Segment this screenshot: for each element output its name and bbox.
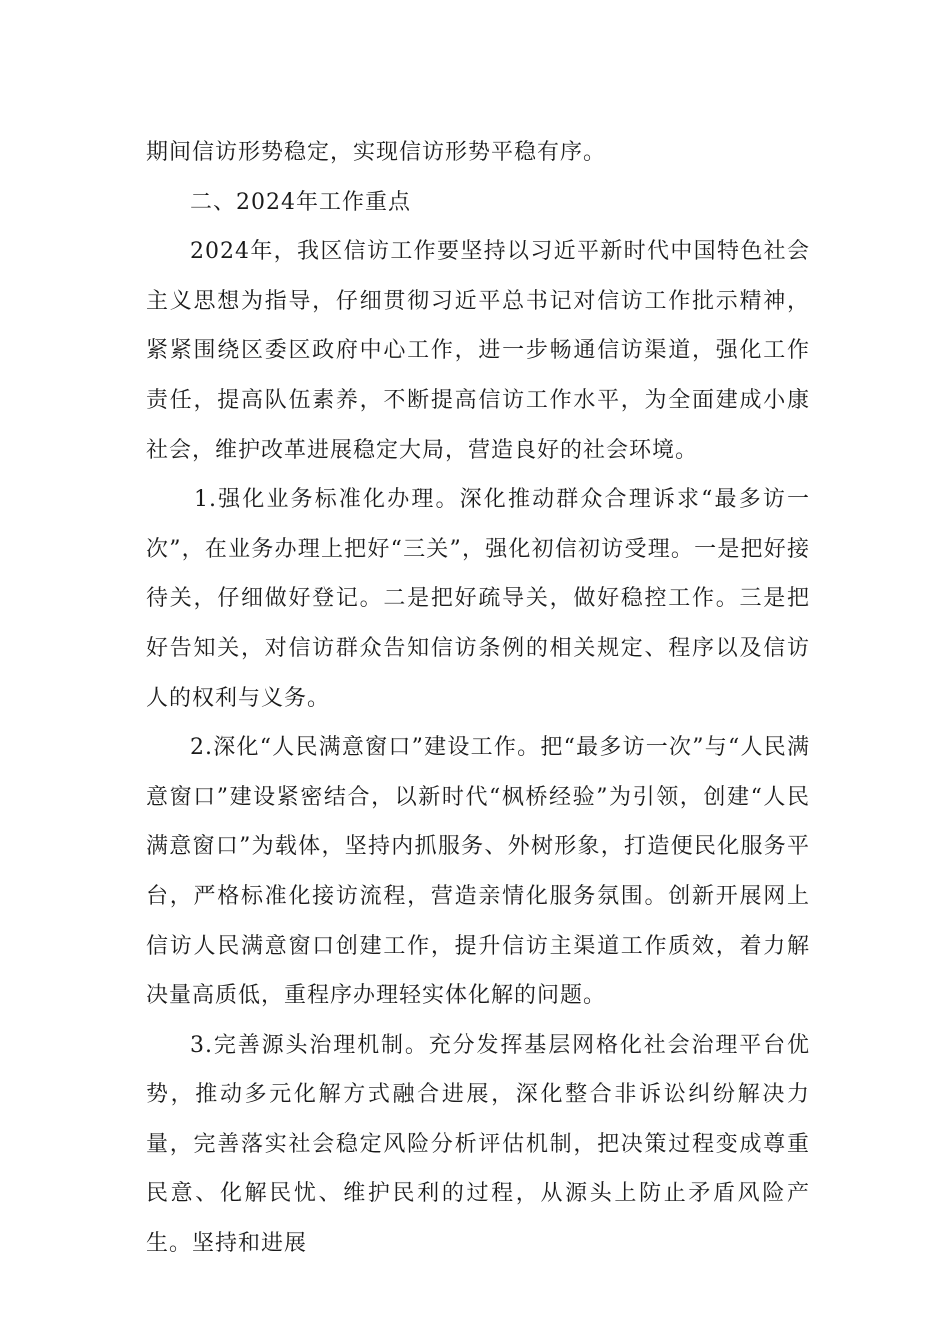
section-heading: 二、2024年工作重点 xyxy=(190,189,411,215)
paragraph-item-2: 2.深化“人民满意窗口”建设工作。把“最多访一次”与“人民满意窗口”建设紧密结合，以新时代“枫桥经验”为引领，创建“人民满意窗口”为载体，坚持内抓服务、外树形象，打造便民化服务平台，严格标准化接访流程，营造亲情化服务氛围。创新开展网上信访人民满意窗口创建工作，提升信访主渠道工作质效，着力解决量高质低，重程序办理轻实体化解的问题。 xyxy=(146,735,810,1009)
document-body xyxy=(146,128,810,1269)
paragraph-item-3: 3.完善源头治理机制。充分发挥基层网格化社会治理平台优势，推动多元化解方式融合进展，深化整合非诉讼纠纷解决力量，完善落实社会稳定风险分析评估机制，把决策过程变成尊重民意、化解民忧、维护民利的过程，从源头上防止矛盾风险产生。坚持和进展 xyxy=(146,1032,810,1257)
paragraph-continuation: 期间信访形势稳定，实现信访形势平稳有序。 xyxy=(146,140,607,165)
paragraph-overview: 2024年，我区信访工作要坚持以习近平新时代中国特色社会主义思想为指导，仔细贯彻习近平总书记对信访工作批示精神，紧紧围绕区委区政府中心工作，进一步畅通信访渠道，强化工作责任，提高队伍素养，不断提高信访工作水平，为全面建成小康社会，维护改革进展稳定大局，营造良好的社会环境。 xyxy=(146,239,810,463)
paragraph-item-1: 1.强化业务标准化办理。深化推动群众合理诉求“最多访一次”，在业务办理上把好“三关”，强化初信初访受理。一是把好接待关，仔细做好登记。二是把好疏导关，做好稳控工作。三是把好告知关，对信访群众告知信访条例的相关规定、程序以及信访人的权利与义务。 xyxy=(146,487,810,711)
